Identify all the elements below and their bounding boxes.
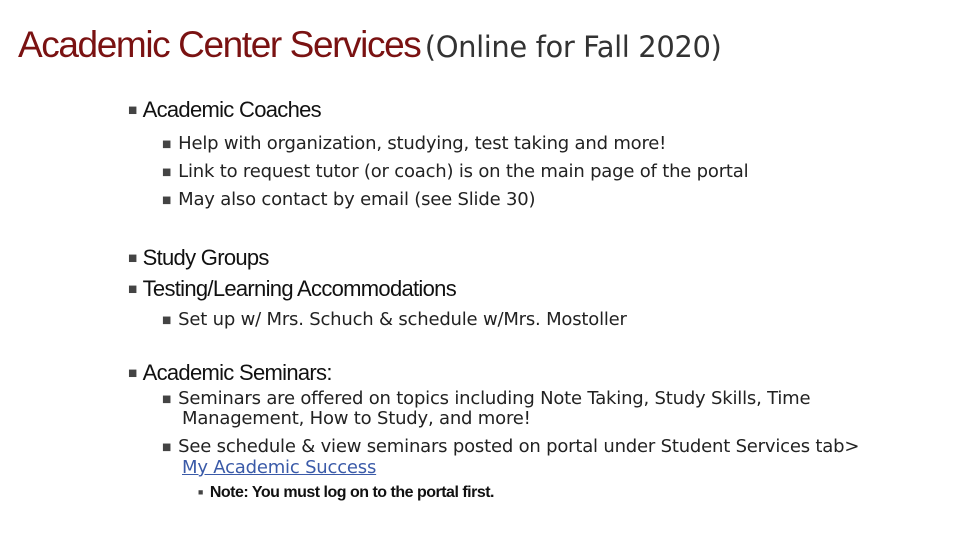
title-subtitle: (Online for Fall 2020) bbox=[424, 30, 722, 64]
square-bullet-icon: ■ bbox=[198, 486, 203, 497]
coaches-item-2: ■ Link to request tutor (or coach) is on the main page of the portal bbox=[162, 161, 749, 182]
coaches-item-1: ■ Help with organization, studying, test taking and more! bbox=[162, 133, 667, 154]
square-bullet-icon: ■ bbox=[128, 102, 137, 120]
square-bullet-icon: ■ bbox=[128, 365, 137, 383]
square-bullet-icon: ■ bbox=[162, 166, 172, 178]
square-bullet-icon: ■ bbox=[162, 194, 172, 206]
accommodations-item-1: ■ Set up w/ Mrs. Schuch & schedule w/Mrs. Mostoller bbox=[162, 309, 627, 330]
square-bullet-icon: ■ bbox=[128, 281, 137, 299]
heading-academic-coaches: ■ Academic Coaches bbox=[128, 97, 321, 122]
square-bullet-icon: ■ bbox=[162, 393, 172, 405]
heading-testing-accommodations: ■ Testing/Learning Accommodations bbox=[128, 276, 456, 301]
portal-login-note: ■ Note: You must log on to the portal first. bbox=[198, 484, 494, 501]
slide-title bbox=[18, 26, 721, 63]
heading-study-groups: ■ Study Groups bbox=[128, 245, 269, 270]
square-bullet-icon: ■ bbox=[162, 441, 172, 453]
seminars-item-1-continued: Management, How to Study, and more! bbox=[182, 408, 531, 429]
my-academic-success-link[interactable]: My Academic Success bbox=[182, 457, 377, 478]
title-main: Academic Center Services bbox=[18, 24, 421, 65]
seminars-item-1: ■ Seminars are offered on topics including Note Taking, Study Skills, Time bbox=[162, 388, 811, 409]
coaches-item-3: ■ May also contact by email (see Slide 30) bbox=[162, 189, 536, 210]
seminars-item-2: ■ See schedule & view seminars posted on portal under Student Services tab> bbox=[162, 436, 860, 457]
square-bullet-icon: ■ bbox=[162, 138, 172, 150]
seminars-item-2-link-line bbox=[182, 457, 376, 478]
square-bullet-icon: ■ bbox=[128, 250, 137, 268]
heading-academic-seminars: ■ Academic Seminars: bbox=[128, 360, 332, 385]
square-bullet-icon: ■ bbox=[162, 314, 172, 326]
